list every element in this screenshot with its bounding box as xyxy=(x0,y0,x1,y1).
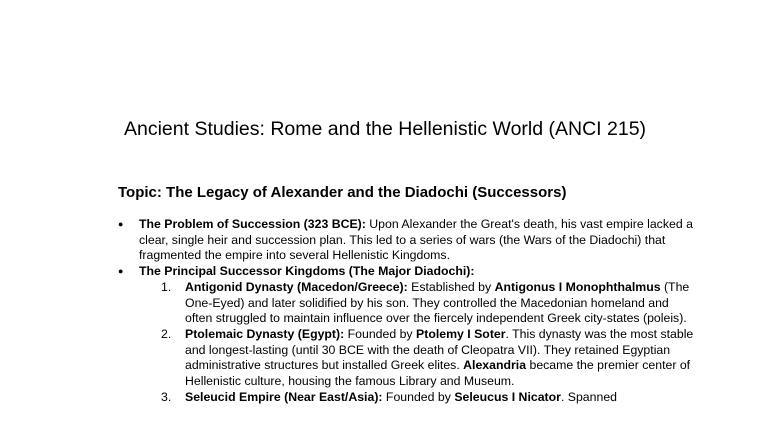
bullet-icon: ● xyxy=(118,266,124,277)
item-heading: The Principal Successor Kingdoms (The Major Diadochi): xyxy=(139,264,475,279)
subitem-text: . This dynasty was the most stable and longest-lasting (until 30 BCE with the death of Cleopatra VII). They retained Egyptian administrative structures but installed Greek elites. xyxy=(185,326,694,373)
sublist-item-seleucid xyxy=(139,390,698,406)
subitem-bold-place: Alexandria xyxy=(463,358,527,373)
subitem-text: (The One-Eyed) and later solidified by his son. They controlled the Macedonian homeland and often struggled to maintain influence over the fiercely independent Greek city-states (poleis). xyxy=(185,279,690,326)
subitem-heading: Antigonid Dynasty (Macedon/Greece): xyxy=(185,279,408,294)
item-heading: The Problem of Succession (323 BCE): xyxy=(139,217,366,231)
sublist-item-antigonid xyxy=(139,280,698,327)
sublist-item-ptolemaic xyxy=(139,327,698,390)
item-number: 2. xyxy=(161,326,172,341)
subitem-bold-name: Ptolemy I Soter xyxy=(416,326,506,341)
document-title: Ancient Studies: Rome and the Hellenistic World (ANCI 215) xyxy=(124,118,647,140)
subitem-heading: Ptolemaic Dynasty (Egypt): xyxy=(185,326,345,341)
bullet-icon: ● xyxy=(118,219,124,229)
kingdoms-numbered-list xyxy=(139,280,698,406)
subitem-heading: Seleucid Empire (Near East/Asia): xyxy=(185,389,383,404)
item-number: 1. xyxy=(161,279,172,294)
item-number: 3. xyxy=(161,389,172,404)
main-bullet-list xyxy=(118,217,698,405)
subitem-text: Established by xyxy=(407,279,495,294)
subitem-text: Founded by xyxy=(344,326,417,341)
subitem-bold-name: Antigonus I Monophthalmus xyxy=(494,279,661,294)
item-text: Upon Alexander the Great's death, his vast empire lacked a clear, single heir and succession plan. This led to a series of wars (the Wars of the Diadochi) that fragmented the empire into several Hellenistic Kingdoms. xyxy=(139,217,693,263)
topic-heading: Topic: The Legacy of Alexander and the Diadochi (Successors) xyxy=(118,184,567,201)
subitem-text: Founded by xyxy=(382,389,455,404)
subitem-text: became the premier center of Hellenistic culture, housing the famous Library and Museum. xyxy=(185,358,691,389)
subitem-bold-name: Seleucus I Nicator xyxy=(454,389,561,404)
subitem-text: . Spanned xyxy=(560,389,618,404)
list-item-succession xyxy=(118,217,698,264)
list-item-kingdoms xyxy=(118,264,698,405)
